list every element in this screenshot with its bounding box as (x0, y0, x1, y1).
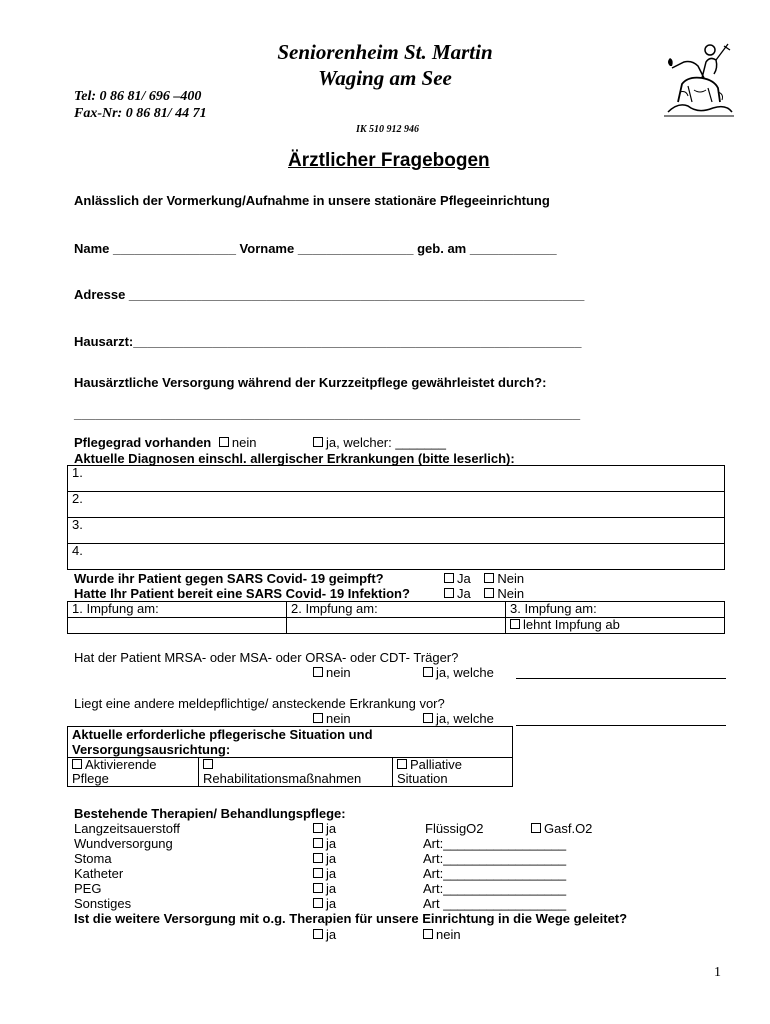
notifiable-yes-option (423, 711, 494, 726)
home-name-title: Seniorenheim St. Martin (277, 40, 493, 64)
activating-care-option[interactable] (68, 758, 199, 787)
therapy-catheter-type-field[interactable]: Art:_________________ (423, 866, 567, 881)
vaccination-3-label[interactable]: 3. Impfung am: (506, 602, 725, 618)
therapy-label-stoma: Stoma (74, 851, 112, 866)
vaccination-refused-label: lehnt Impfung ab (523, 617, 620, 632)
therapy-label-oxygen: Langzeitsauerstoff (74, 821, 180, 836)
mrsa-question: Hat der Patient MRSA- oder MSA- oder ORSA- oder CDT- Träger? (74, 650, 459, 665)
diagnosis-row-2[interactable]: 2. (68, 492, 725, 518)
therapy-other-type-field[interactable]: Art _________________ (423, 896, 567, 911)
therapy-catheter-option (313, 866, 336, 881)
notifiable-which-line[interactable] (516, 725, 726, 726)
covid-infection-no-checkbox[interactable] (484, 588, 494, 598)
gas-oxygen-label: Gasf.O2 (544, 821, 593, 836)
rehab-checkbox[interactable] (203, 759, 213, 769)
care-situation-heading-line1: Aktuelle erforderliche pflegerische Situation und (72, 727, 373, 742)
page-number: 1 (714, 965, 721, 980)
covid-infection-question: Hatte Ihr Patient bereit eine SARS Covid- 19 Infektion? (74, 586, 410, 601)
form-title: Ärztlicher Fragebogen (288, 150, 490, 171)
therapy-wound-yes-label: ja (326, 836, 337, 851)
covid-vaccinated-yes-label: Ja (457, 571, 471, 586)
therapy-wound-checkbox[interactable] (313, 838, 323, 848)
care-level-yes-option (313, 435, 446, 450)
notifiable-yes-label: ja, welche (436, 711, 494, 726)
diagnosis-row-3[interactable]: 3. (68, 518, 725, 544)
therapy-catheter-checkbox[interactable] (313, 868, 323, 878)
therapy-oxygen-option (313, 821, 336, 836)
notifiable-disease-question: Liegt eine andere meldepflichtige/ ansteckende Erkrankung vor? (74, 696, 445, 711)
covid-vaccinated-no-label: Nein (497, 571, 525, 586)
vaccination-refused-checkbox[interactable] (510, 619, 520, 629)
gas-oxygen-option (531, 821, 592, 836)
covid-infection-options (444, 586, 524, 601)
gp-field[interactable]: Hausarzt:______________________________________________________________ (74, 334, 582, 349)
mrsa-which-line[interactable] (516, 678, 726, 679)
care-level-label: Pflegegrad vorhanden (74, 435, 212, 450)
telephone: Tel: 0 86 81/ 696 –400 (74, 89, 202, 104)
therapy-peg-option (313, 881, 336, 896)
covid-infection-yes-label: Ja (457, 586, 471, 601)
vaccination-1-value[interactable] (68, 618, 287, 634)
fax: Fax-Nr: 0 86 81/ 44 71 (74, 106, 207, 121)
activating-care-label-b: Pflege (72, 771, 109, 786)
therapy-other-checkbox[interactable] (313, 898, 323, 908)
notifiable-no-label: nein (326, 711, 351, 726)
therapy-wound-option (313, 836, 336, 851)
mrsa-no-label: nein (326, 665, 351, 680)
therapy-stoma-type-field[interactable]: Art:_________________ (423, 851, 567, 866)
gp-care-question: Hausärztliche Versorgung während der Kurzzeitpflege gewährleistet durch?: (74, 375, 547, 390)
palliative-label-b: Situation (397, 771, 448, 786)
therapy-oxygen-checkbox[interactable] (313, 823, 323, 833)
covid-vaccinated-question: Wurde ihr Patient gegen SARS Covid- 19 geimpft? (74, 571, 384, 586)
care-situation-table (67, 726, 513, 787)
therapy-peg-type-field[interactable]: Art:_________________ (423, 881, 567, 896)
vaccination-refused-cell (506, 618, 725, 634)
vaccination-1-label[interactable]: 1. Impfung am: (68, 602, 287, 618)
vaccination-2-label[interactable]: 2. Impfung am: (287, 602, 506, 618)
palliative-checkbox[interactable] (397, 759, 407, 769)
therapy-oxygen-yes-label: ja (326, 821, 337, 836)
arranged-yes-checkbox[interactable] (313, 929, 323, 939)
palliative-option[interactable] (393, 758, 513, 787)
arranged-no-option (423, 927, 461, 942)
therapy-label-wound: Wundversorgung (74, 836, 173, 851)
therapy-stoma-option (313, 851, 336, 866)
arranged-yes-label: ja (326, 927, 337, 942)
st-martin-logo-icon (658, 32, 738, 120)
therapy-peg-checkbox[interactable] (313, 883, 323, 893)
therapy-other-yes-label: ja (326, 896, 337, 911)
diagnoses-heading: Aktuelle Diagnosen einschl. allergischer Erkrankungen (bitte leserlich): (74, 451, 515, 466)
care-level-row (74, 435, 256, 450)
notifiable-no-checkbox[interactable] (313, 713, 323, 723)
name-field[interactable]: Name _________________ Vorname ________________ geb. am ____________ (74, 241, 557, 256)
therapy-label-catheter: Katheter (74, 866, 124, 881)
therapy-catheter-yes-label: ja (326, 866, 337, 881)
arranged-no-label: nein (436, 927, 461, 942)
ik-number: IK 510 912 946 (356, 124, 420, 135)
arranged-question: Ist die weitere Versorgung mit o.g. Therapien für unsere Einrichtung in die Wege geleitet? (74, 911, 628, 926)
therapy-stoma-yes-label: ja (326, 851, 337, 866)
care-level-yes-checkbox[interactable] (313, 437, 323, 447)
mrsa-no-option (313, 665, 351, 680)
therapy-wound-type-field[interactable]: Art:_________________ (423, 836, 567, 851)
covid-infection-no-label: Nein (497, 586, 525, 601)
therapy-peg-yes-label: ja (326, 881, 337, 896)
covid-vaccinated-yes-checkbox[interactable] (444, 573, 454, 583)
mrsa-no-checkbox[interactable] (313, 667, 323, 677)
gp-care-answer-field[interactable]: ______________________________________________________________________ (74, 406, 581, 421)
mrsa-yes-checkbox[interactable] (423, 667, 433, 677)
diagnosis-row-4[interactable]: 4. (68, 544, 725, 570)
address-field[interactable]: Adresse _______________________________________________________________ (74, 287, 585, 302)
vaccination-2-value[interactable] (287, 618, 506, 634)
care-level-yes-label: ja, welcher: _______ (326, 435, 446, 450)
care-level-no-label: nein (231, 435, 257, 450)
gas-oxygen-checkbox[interactable] (531, 823, 541, 833)
activating-care-checkbox[interactable] (72, 759, 82, 769)
mrsa-yes-label: ja, welche (436, 665, 494, 680)
intro-text: Anlässlich der Vormerkung/Aufnahme in unsere stationäre Pflegeeinrichtung (74, 193, 550, 208)
rehab-option[interactable] (199, 758, 393, 787)
home-location-title: Waging am See (318, 66, 452, 90)
care-situation-heading-line2: Versorgungsausrichtung: (72, 742, 231, 757)
covid-vaccinated-options (444, 571, 524, 586)
therapy-other-option (313, 896, 336, 911)
covid-vaccinated-no-checkbox[interactable] (484, 573, 494, 583)
therapy-label-other: Sonstiges (74, 896, 132, 911)
therapy-stoma-checkbox[interactable] (313, 853, 323, 863)
arranged-no-checkbox[interactable] (423, 929, 433, 939)
rehab-label: Rehabilitationsmaßnahmen (203, 771, 362, 786)
therapy-label-peg: PEG (74, 881, 102, 896)
therapies-heading: Bestehende Therapien/ Behandlungspflege: (74, 806, 346, 821)
notifiable-no-option (313, 711, 351, 726)
liquid-oxygen-label: FlüssigO2 (425, 821, 484, 836)
vaccination-table (67, 601, 725, 634)
notifiable-yes-checkbox[interactable] (423, 713, 433, 723)
care-situation-heading (68, 727, 513, 758)
diagnoses-table (67, 465, 725, 570)
activating-care-label-a: Aktivierende (85, 757, 157, 772)
palliative-label-a: Palliative (410, 757, 463, 772)
covid-infection-yes-checkbox[interactable] (444, 588, 454, 598)
care-level-no-checkbox[interactable] (219, 437, 229, 447)
arranged-yes-option (313, 927, 336, 942)
mrsa-yes-option (423, 665, 494, 680)
diagnosis-row-1[interactable]: 1. (68, 466, 725, 492)
